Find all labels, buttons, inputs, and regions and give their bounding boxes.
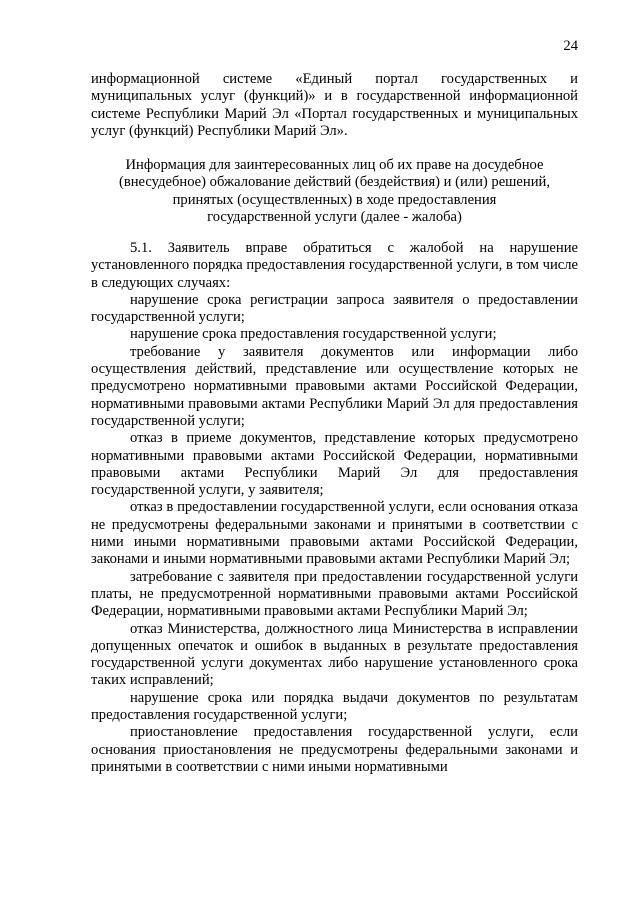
list-item-issuance-violation: нарушение срока или порядка выдачи документов по результатам предоставления государственной услуги; xyxy=(91,689,578,724)
heading-line: Информация для заинтересованных лиц об их праве на досудебное xyxy=(125,157,544,173)
intro-paragraph: информационной системе «Единый портал государственных и муниципальных услуг (функций)» и в государственной информационной системе Республики Марий Эл «Портал государственных и муниципальных услуг (функций) Республики Марий Эл». xyxy=(91,71,578,139)
list-item-service-deadline: нарушение срока предоставления государственной услуги; xyxy=(130,326,497,343)
section-heading xyxy=(91,157,578,226)
list-item-suspension: приостановление предоставления государственной услуги, если основания приостановления не предусмотрены федеральными законами и принятыми в соответствии с ними иными нормативными xyxy=(91,724,578,775)
page-number: 24 xyxy=(563,38,578,54)
list-item-registration-deadline: нарушение срока регистрации запроса заявителя о предоставлении государственной услуги; xyxy=(91,291,578,326)
intro-block xyxy=(91,71,578,140)
list-item-document-requirement: требование у заявителя документов или информации либо осуществления действий, представление или осуществление которых не предусмотрено нормативными правовыми актами Российской Федерации, нормативными правовыми актами Республики Марий Эл для предоставления государственной услуги; xyxy=(91,343,578,429)
main-text-block xyxy=(91,240,578,776)
heading-line: принятых (осуществленных) в ходе предоставления xyxy=(172,191,497,208)
list-item-fee-demand: затребование с заявителя при предоставлении государственной услуги платы, не предусмотренной нормативными правовыми актами Российской Федерации, нормативными правовыми актами Республики Марий Эл; xyxy=(91,568,578,620)
list-item-correction-refusal: отказ Министерства, должностного лица Министерства в исправлении допущенных опечаток и ошибок в выданных в результате предоставления государственной услуги документах либо нарушение установленного срока таких исправлений; xyxy=(91,620,578,689)
paragraph-5-1: 5.1. Заявитель вправе обратиться с жалобой на нарушение установленного порядка предоставления государственной услуги, в том числе в следующих случаях: xyxy=(91,240,578,291)
heading-line: (внесудебное) обжалование действий (бездействия) и (или) решений, xyxy=(119,174,550,191)
list-item-service-refusal: отказ в предоставлении государственной услуги, если основания отказа не предусмотрены федеральными законами и принятыми в соответствии с ними иными нормативными правовыми актами Российской Федерации, законами и иными нормативными правовыми актами Республики Марий Эл; xyxy=(91,499,578,568)
list-item-document-refusal: отказ в приеме документов, представление которых предусмотрено нормативными правовыми актами Российской Федерации, нормативными правовыми актами Республики Марий Эл для предоставления государственной услуги, у заявителя; xyxy=(91,430,578,499)
heading-line: государственной услуги (далее - жалоба) xyxy=(207,208,462,225)
